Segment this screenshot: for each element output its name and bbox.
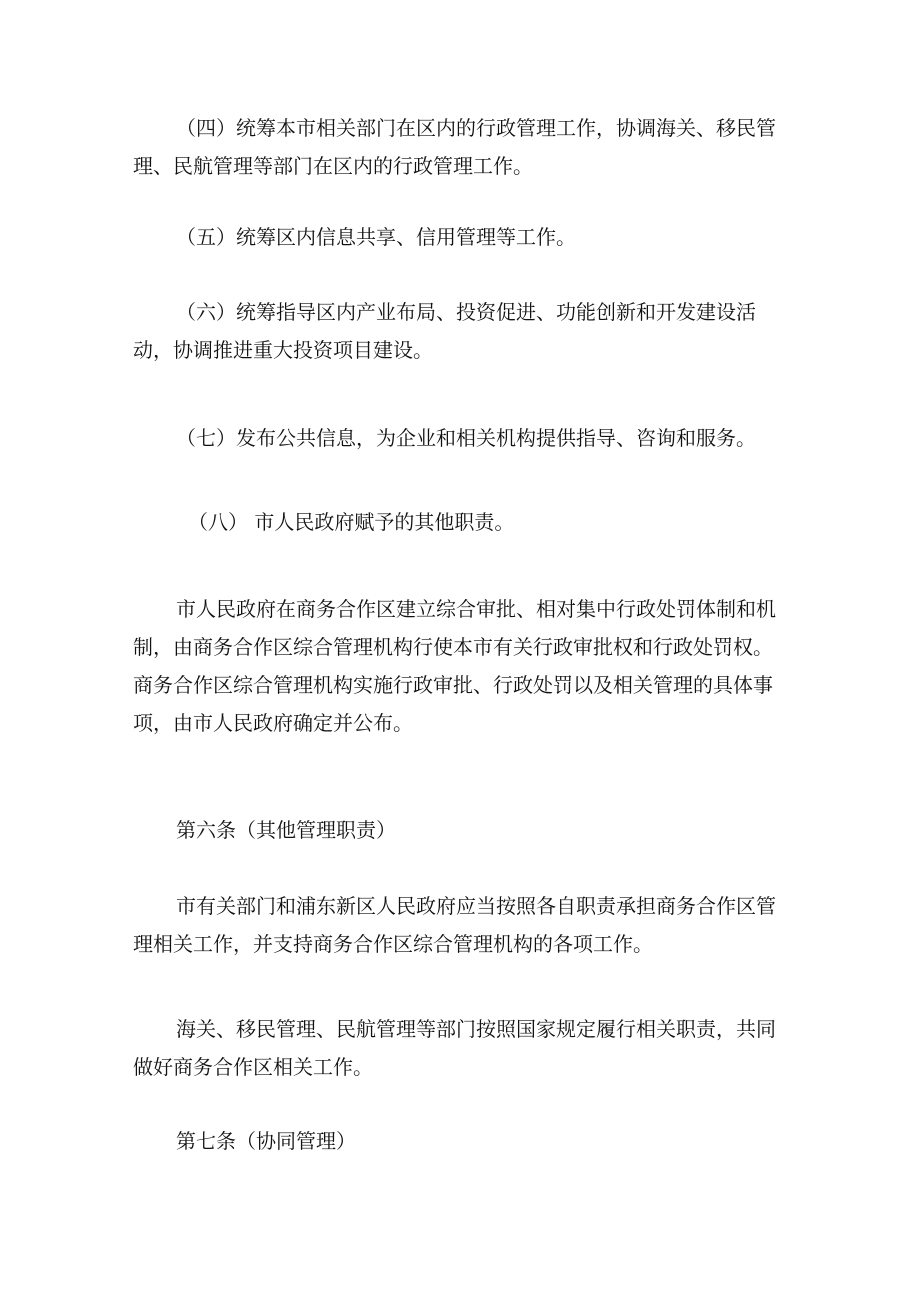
article-six-heading: 第六条（其他管理职责） [176, 818, 396, 842]
paragraph-customs-immigration-aviation: 海关、移民管理、民航管理等部门按照国家规定履行相关职责，共同做好商务合作区相关工作。 [133, 1017, 776, 1079]
paragraph-item-six: （六）统筹指导区内产业布局、投资促进、功能创新和开发建设活动，协调推进重大投资项目建设。 [133, 300, 756, 362]
paragraph-item-five: （五）统筹区内信息共享、信用管理等工作。 [176, 225, 576, 249]
paragraph-municipal-departments: 市有关部门和浦东新区人民政府应当按照各自职责承担商务合作区管理相关工作，并支持商务合作区综合管理机构的各项工作。 [133, 894, 776, 956]
paragraph-item-seven: （七）发布公共信息，为企业和相关机构提供指导、咨询和服务。 [176, 426, 756, 450]
article-seven-heading: 第七条（协同管理） [176, 1129, 356, 1153]
paragraph-item-four: （四）统筹本市相关部门在区内的行政管理工作，协调海关、移民管理、民航管理等部门在区内的行政管理工作。 [133, 116, 776, 178]
paragraph-approval-penalty-system: 市人民政府在商务合作区建立综合审批、相对集中行政处罚体制和机制，由商务合作区综合管理机构行使本市有关行政审批权和行政处罚权。商务合作区综合管理机构实施行政审批、行政处罚以及相关管理的具体事项，由市人民政府确定并公布。 [133, 597, 776, 735]
paragraph-item-eight: （八） 市人民政府赋予的其他职责。 [188, 510, 515, 534]
